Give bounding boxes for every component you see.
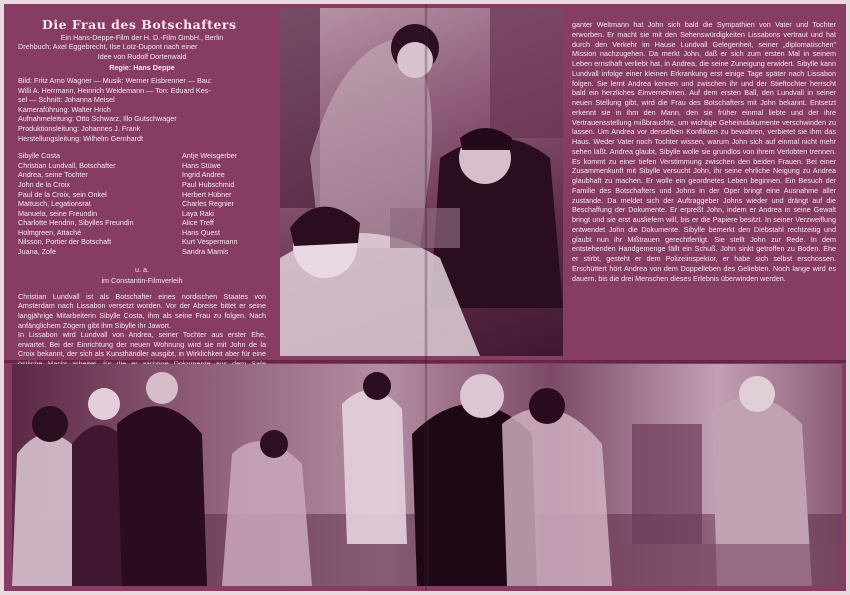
cast-row: Juana, Zofe Sandra Mamis — [18, 247, 229, 257]
distributor-line: im Constantin-Filmverleih — [101, 276, 183, 286]
crew-line: Aufnahmeleitung: Otto Schwarz, Illo Gutschwager — [18, 114, 177, 124]
cast-row: Manuela, seine Freundin Laya Raki — [18, 208, 214, 218]
cast-row: John de la Croix Paul Hubschmid — [18, 179, 235, 189]
synopsis-paragraph: Christian Lundvall ist als Botschafter eines nordischen Staates von Amsterdam nach Lissabon versetzt worden. Vor der Abreise bittet er seine langjährige Mitarbeiterin Sibylle Costa, ihm als seine Frau zu folgen. Nach anfänglichem Zögern gibt ihm Sibylle ihr Jawort. — [18, 291, 266, 330]
synopsis-right: ganter Weltmann hat John sich bald die Sympathien von Vater und Tochter erworben. Er macht sie mit den Sehenswürdigkeiten Lissabons vertraut und hat durch den Verkehr im Hause Lundvall Gelegenheit, seiner „diplomatischen" Mission nachzugehen. Da merkt John, daß er sich zum ersten Mal in seinem Leben ernsthaft verliebt hat, in Andrea, die seine Zuneigung erwidert. Sibylle kann Lundvall infolge einer kleinen Erkrankung erst einige Tage später nach Lissabon folgen. Sie lernt Andrea kennen und zwischen ihr und der Stieftochter herrscht bald ein herzliches Einvernehmen. Auf dem ersten Ball, den Lundvall in seiner neuen Stellung gibt, wird die Frau des Botschafters mit John bekannt. Entsetzt erkennt sie in ihm den Mann, den sie früher einmal liebte und der ihre Vertrauensstellung mißbrauchte, um wichtige Geheimdokumente verschwinden zu lassen. Um Andrea vor denselben Konflikten zu bewahren, verbietet sie ihm das Haus. Weder Vater noch Tochter wissen, warum John sich auf einmal nicht mehr sehen läßt. Andrea glaubt, Sibylle wolle sie grundlos von ihrem Verlobten trennen. Es kommt zu einer tiefen Verstimmung zwischen den beiden Frauen. Bei einer Zusammenkunft mit Sibylle versucht John, ihr seine ehrliche Neigung zu Andrea glaubhaft zu machen. Er wolle ein geordnetes Leben beginnen. Ein Besuch der Familie des Botschafters und Johns in der Oper bringt eine Ausnahme aller zustande. Da meldet sich der Auftraggeber Johns wieder und drängt auf die Beschaffung der Dokumente. Er erpreßt John, indem er Andrea in seine Gewalt bringt und sie erst ausliefern will, bis er die Papiere besitzt. In seiner Verzweiflung entwendet John die Dokumente. Sibylle bemerkt den Diebstahl rechtzeitig und glaubt nun ihr Mißtrauen gerechtfertigt. Sie stellt John zur Rede. In dem entstehenden Handgemenge fällt ein Schuß. John sinkt getroffen zu Boden. Ehe er stirbt, gesteht er dem Polizeiinspektor, er habe sich selbst erschossen. Erschüttert hört Andrea von dem Doppelleben des Geliebten. Noch lange wird es dauern, bis die drei Menschen dieses Erlebnis überwinden werden. — [572, 20, 836, 283]
crew-line: Kameraführung: Walter Hrich — [18, 104, 111, 114]
crew-line: Willi A. Herrmann, Heinrich Weidemann — Ton: Eduard Kes- — [18, 85, 211, 95]
production-line: Drehbuch: Axel Eggebrecht, Ilse Lotz-Dupont nach einer — [18, 42, 198, 52]
film-title: Die Frau des Botschafters — [42, 17, 237, 32]
cast-row: Charlotte Hendrin, Sibylles Freundin Alice Treff — [18, 218, 214, 228]
cast-row: Holmgreen, Attaché Hans Quest — [18, 227, 220, 237]
cast-row: Mattusch, Legationsrat Charles Regnier — [18, 199, 234, 209]
cast-row: Andrea, seine Tochter Ingrid Andree — [18, 170, 225, 180]
cast-row: Sibylle Costa Antje Weisgerber — [18, 151, 237, 161]
production-line: Idee von Rudolf Dortenwald — [97, 51, 187, 61]
credits-column — [18, 17, 266, 378]
program-sheet — [4, 4, 846, 591]
fold-crease-vertical — [424, 4, 428, 591]
synopsis-paragraph: In Lissabon wird Lundvall von Andrea, seiner Tochter aus erster Ehe, erwartet. Bei der Einrichtung der neuen Wohnung wird sie mit John de la Croix bekannt, der sich als Kunsthändler ausgibt, in Wirklichkeit aber für eine — [18, 330, 266, 359]
cast-row: Christian Lundvall, Botschafter Hans Stüwe — [18, 160, 221, 170]
crew-line: Herstellungsleitung: Wilhelm Gernhardt — [18, 133, 144, 143]
crew-line: Bild: Fritz Arno Wagner — Musik: Werner Eisbrenner — Bau: — [18, 75, 212, 85]
still-photo-office-image — [280, 8, 563, 356]
cast-row: Nilsson, Portier der Botschaft Kurt Vespermann — [18, 237, 238, 247]
production-line: Ein Hans-Deppe-Film der H. D.-Film GmbH., Berlin — [60, 32, 224, 42]
cast-row: Paul de la Croix, sein Onkel Herbert Hübner — [18, 189, 232, 199]
cast-more: u. a. — [135, 264, 149, 274]
director-credit: Regie: Hans Deppe — [109, 63, 175, 73]
crew-line: sel — Schnitt: Johanna Meisel — [18, 95, 115, 105]
crew-line: Produktionsleitung: Johannes J. Frank — [18, 123, 141, 133]
fold-crease-horizontal — [4, 360, 846, 363]
cast-list — [18, 151, 266, 257]
still-photo-office — [280, 8, 563, 356]
